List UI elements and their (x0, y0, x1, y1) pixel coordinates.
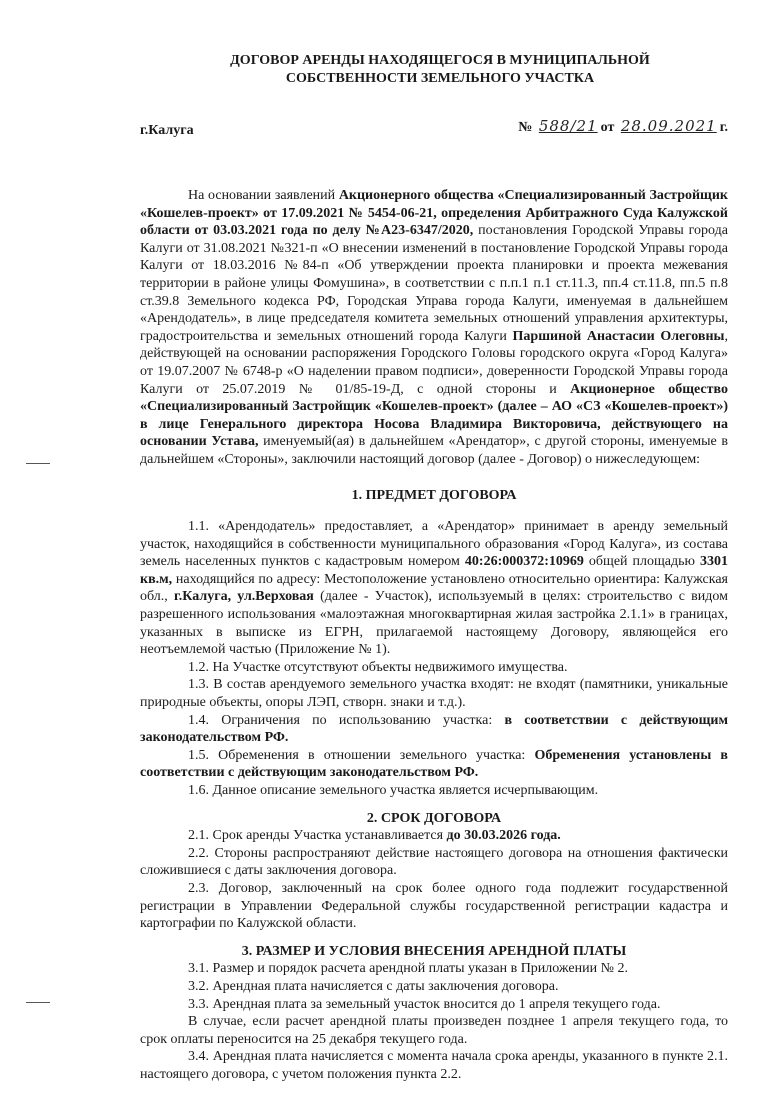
text: , действующей на основании распоряжения Городского Головы городского округа «Город Калуга» от 19.07.2007 № 6748-р «О наделении правом подписи», доверенности Городской Управы города Калуги от 25.07.2019 № 01/85-19-Д, с одной стороны и (140, 328, 728, 397)
clause (140, 845, 728, 880)
section-2 (140, 810, 728, 933)
text: постановления Городской Управы города Калуги от 31.08.2021 №321-п «О внесении изменений в постановление Городской Управы города Калуги от 18.03.2016 №84-п «Об утверждении проекта планировки и проекта межевания территории в районе улицы Фомушина», в соответствии с п.п.1 п.1 ст.11.3, пп.4 ст.11.8, пп.5 п.8 ст.39.8 Земельного кодекса РФ, Городская Управа города Калуги, именуемая в дальнейшем «Арендодатель», в лице председателя комитета земельных отношений управления архитектуры, градостроительства и земельных отношений города Калуги (140, 223, 728, 344)
section-heading: 1. ПРЕДМЕТ ДОГОВОРА (351, 487, 517, 503)
text: общей площадью (583, 554, 700, 570)
text: 1.5. Обременения в отношении земельного участка: (188, 747, 535, 763)
bold-text: Акционерного общества «Специализированный Застройщик «Кошелев-проект» от 17.09.2021 № 5454-06-21, определения Арбитражного Суда Калужской области от 03.03.2021 года по делу №А23-6347/2020, (140, 188, 728, 239)
section-1 (140, 487, 728, 800)
bold-text: 40:26:000372:10969 (464, 554, 584, 570)
text: 2.1. Срок аренды Участка устанавливается (188, 828, 447, 844)
clause (140, 676, 728, 711)
section-heading: 2. СРОК ДОГОВОРА (366, 810, 502, 826)
handwritten-date: 28.09.2021 (620, 117, 717, 135)
text: находящийся по адресу: Местоположение установлено относительно ориентира: Калужская обл., (140, 571, 728, 605)
text: 3.3. Арендная плата за земельный участок вносится до 1 апреля текущего года. (188, 996, 661, 1012)
text: 2.2. Стороны распространяют действие настоящего договора на отношения фактически сложившиеся с даты заключения договора. (140, 845, 728, 879)
preamble (140, 187, 728, 469)
text: 2.3. Договор, заключенный на срок более одного года подлежит государственной регистрации в Управлении Федеральной службы государственной регистрации кадастра и картографии по Калужской области. (140, 880, 728, 932)
bold-text: до 30.03.2026 года. (446, 828, 561, 844)
date-suffix: г. (719, 120, 728, 135)
text: 1.2. На Участке отсутствуют объекты недвижимого имущества. (188, 659, 568, 675)
number-prefix: № (518, 120, 533, 135)
clause (140, 960, 728, 978)
text: В случае, если расчет арендной платы произведен позднее 1 апреля текущего года, то срок оплаты переносится на 25 декабря текущего года. (140, 1014, 728, 1047)
handwritten-number: 588/21 (538, 117, 598, 135)
clause (140, 712, 728, 747)
bold-text: Паршиной Анастасии Олеговны (512, 328, 725, 344)
bold-text: г.Калуга, ул.Верховая (173, 589, 314, 605)
section-heading: 3. РАЗМЕР И УСЛОВИЯ ВНЕСЕНИЯ АРЕНДНОЙ ПЛАТЫ (241, 943, 627, 959)
clause (140, 782, 728, 800)
text: 3.4. Арендная плата начисляется с момента начала срока аренды, указанного в пункте 2.1. настоящего договора, с учетом положения пункта 2.2. (140, 1049, 728, 1082)
text: 3.2. Арендная плата начисляется с даты заключения договора. (188, 978, 559, 994)
scan-margin-mark (26, 1002, 50, 1003)
text: именуемый(ая) в дальнейшем «Арендатор», с другой стороны, именуемые в дальнейшем «Стороны», заключили настоящий договор (далее - Договор) о нижеследующем: (140, 434, 728, 467)
document-body (140, 0, 728, 1104)
bold-text: Акционерное общество «Специализированный Застройщик «Кошелев-проект» (далее – АО «СЗ «Кошелев-проект») в лице Генерального директора Носова Владимира Викторовича, действующего на основании Устава, (140, 381, 728, 450)
clause (140, 518, 728, 659)
text: 1.6. Данное описание земельного участка является исчерпывающим. (188, 783, 599, 798)
preamble-paragraph (140, 187, 728, 469)
section-3 (140, 943, 728, 1084)
bold-text: в соответствии с действующим законодательством РФ. (140, 712, 728, 746)
clause (140, 880, 728, 933)
clause (140, 1048, 728, 1083)
text: На основании заявлений (188, 188, 339, 203)
text: (далее - Участок), используемый в целях: строительство с видом разрешенного использования «малоэтажная многоквартирная жилая застройка 2.1.1» в границах, указанных в выписке из ЕГРН, прилагаемой настоящему Договору, являющейся его неотъемлемой частью (Приложение № 1). (140, 589, 728, 658)
scan-margin-mark (26, 463, 50, 464)
date-prefix: от (600, 120, 615, 135)
text: 3.1. Размер и порядок расчета арендной платы указан в Приложении № 2. (188, 961, 628, 977)
text: 1.4. Ограничения по использованию участка: (188, 712, 505, 728)
clause (140, 1013, 728, 1048)
clause (140, 747, 728, 782)
clause (140, 827, 728, 845)
text: 1.3. В состав арендуемого земельного участка входят: не входят (памятники, уникальные природные объекты, опоры ЛЭП, створн. знаки и т.д.). (140, 677, 728, 711)
bold-text: 3301 кв.м, (140, 554, 728, 587)
clause (140, 996, 728, 1014)
text: 1.1. «Арендодатель» предоставляет, а «Арендатор» принимает в аренду земельный участок, находящийся в собственности муниципального образования «Город Калуга», из состава земель населенных пунктов с кадастровым номером (140, 519, 728, 570)
bold-text: Обременения установлены в соответствии с действующим законодательством РФ. (140, 747, 728, 781)
clause (140, 978, 728, 996)
city: г.Калуга (140, 123, 194, 138)
clause (140, 659, 728, 677)
title-line-2: СОБСТВЕННОСТИ ЗЕМЕЛЬНОГО УЧАСТКА (285, 71, 595, 86)
title-line-1: ДОГОВОР АРЕНДЫ НАХОДЯЩЕГОСЯ В МУНИЦИПАЛЬНОЙ (230, 53, 650, 68)
